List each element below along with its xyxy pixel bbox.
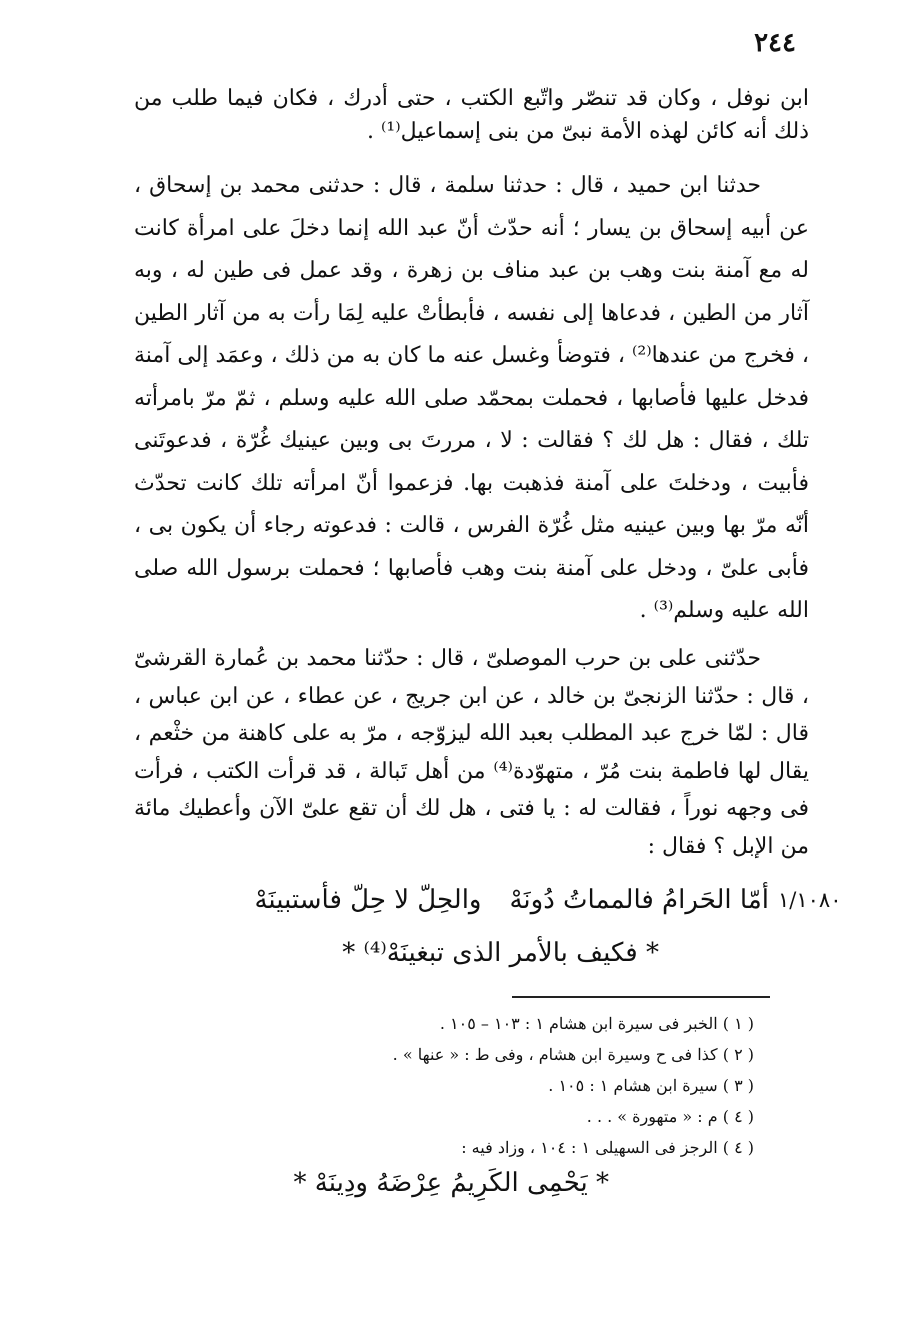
paragraph-narration-ali-ibn-harb	[134, 640, 809, 865]
verse-line-1-hemistich-a: أمّا الحَرامُ فالمماتُ دُونَهْ	[509, 885, 769, 915]
paragraph-1-text: ابن نوفل ، وكان قد تنصّر واتّبع الكتب ، حتى أدرك ، فكان فيما طلب من ذلك أنه كائن لهذه الأمة نبىّ من بنى إسماعيل⁽¹⁾ .	[134, 86, 809, 144]
footnotes-list	[194, 1008, 754, 1163]
footnote-item: ( ٢ ) كذا فى ح وسيرة ابن هشام ، وفى ط : « عنها » .	[392, 1045, 754, 1064]
footnote-item: ( ١ ) الخبر فى سيرة ابن هشام ١ : ١٠٣ – ١٠٥ .	[439, 1014, 754, 1033]
footnote-verse: * يَحْمِى الكَرِيمُ عِرْضَهُ ودِينَهْ *	[293, 1168, 609, 1198]
footnote-item: ( ٣ ) سيرة ابن هشام ١ : ١٠٥ .	[548, 1076, 754, 1095]
verse-line-1	[254, 885, 769, 915]
paragraph-2-text: حدثنا ابن حميد ، قال : حدثنا سلمة ، قال : حدثنى محمد بن إسحاق ، عن أبيه إسحاق بن يسار ؛ أنه حدّث أنّ عبد الله إنما دخلَ على امرأة كانت له مع آمنة بنت وهب بن عبد مناف بن زهرة ، وقد عمل فى طين له ، وبه آثار من الطين ، فدعاها إلى نفسه ، فأبطأتْ عليه لِمَا رأت به من آثار الطين ، فخرج من عندها⁽²⁾ ، فتوضأ وغسل عنه ما كان به من ذلك ، وعمَد إلى آمنة فدخل عليها فأصابها ، فحملت بمحمّد صلى الله عليه وسلم ، ثمّ مرّ بامرأته تلك ، فقال : هل لك ؟ فقالت : لا ، مررتَ بى وبين عينيك غُرّة ، فدعوتَنى فأبيت ، ودخلتَ على آمنة فذهبت بها. فزعموا أنّ امرأته تلك كانت تحدّث أنّه مرّ بها وبين عينيه مثل غُرّة الفرس ، قالت : فدعوته رجاء أن يكون بى ، فأبى علىّ ، ودخل على آمنة بنت وهب فأصابها ؛ فحملت برسول الله صلى الله عليه وسلم⁽³⁾ .	[134, 173, 809, 623]
footnote-item: ( ٤ ) الرجز فى السهيلى ١ : ١٠٤ ، وزاد فيه :	[461, 1138, 754, 1157]
footnote-item: ( ٤ ) م : « متهورة » . . .	[586, 1107, 754, 1126]
verse-line-1-hemistich-b: والحِلّ لا حِلّ فأستبينَهْ	[254, 885, 482, 915]
footnote-divider	[512, 996, 770, 998]
paragraph-3-text: حدّثنى على بن حرب الموصلىّ ، قال : حدّثنا محمد بن عُمارة القرشىّ ، قال : حدّثنا الزنجىّ بن خالد ، عن ابن جريج ، عن عطاء ، عن ابن عباس ، قال : لمّا خرج عبد المطلب بعبد الله ليزوّجه ، مرّ به على كاهنة من خثْعم ، يقال لها فاطمة بنت مُرّ ، متهوّدة⁽⁴⁾ من أهل تَبالة ، قد قرأت الكتب ، فرأت فى وجهه نوراً ، فقالت له : يا فتى ، هل لك أن تقع علىّ الآن وأعطيك مائة من الإبل ؟ فقال :	[134, 646, 809, 859]
verse-reference-number: ١/١٠٨٠	[778, 888, 842, 912]
paragraph-narration-ibn-humaid	[134, 165, 809, 633]
paragraph-continuation	[134, 82, 809, 148]
verse-line-2: * فكيف بالأمر الذى تبغينَهْ⁽⁴⁾ *	[342, 938, 659, 968]
page-number: ٢٤٤	[754, 28, 796, 58]
